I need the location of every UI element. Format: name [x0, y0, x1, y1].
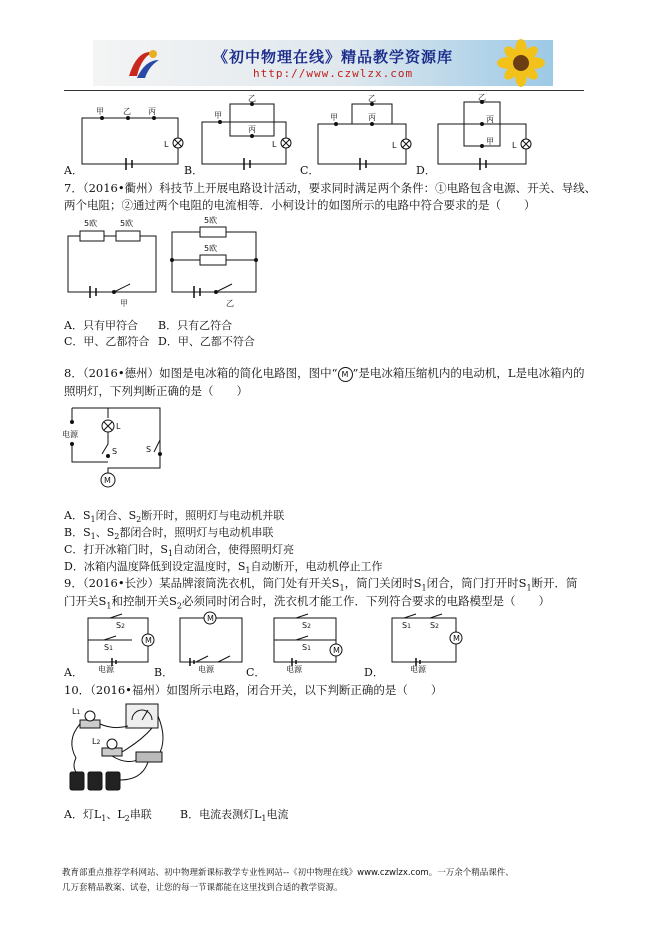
- svg-text:S2: S2: [116, 621, 125, 630]
- q9-option-c[interactable]: C．: [246, 666, 266, 679]
- svg-text:乙: 乙: [248, 94, 256, 103]
- svg-text:L2: L2: [92, 737, 101, 746]
- q7-text-line2: 两个电阻；②通过两个电阻的电流相等．小柯设计的如图所示的电路中符合要求的是（ ）: [64, 198, 536, 212]
- q6-option-a[interactable]: A．: [64, 164, 83, 177]
- q10-text-line1: 10．（2016•福州）如图所示电路，闭合开关，以下判断正确的是（ ）: [64, 683, 443, 697]
- q9-text-line2: 门开关$S_1$和控制开关$S_2$必须同时闭合时，洗衣机才能工作．下列符合要求的电路模型是（ ）: [64, 594, 550, 611]
- svg-text:L: L: [272, 140, 277, 149]
- q9-diagrams: [60, 610, 480, 672]
- svg-text:甲: 甲: [330, 113, 338, 122]
- svg-text:L: L: [512, 141, 517, 150]
- svg-text:甲: 甲: [120, 299, 128, 308]
- svg-text:S1: S1: [302, 643, 311, 652]
- q7-diagram-jia: [68, 231, 156, 298]
- header-banner: [93, 40, 553, 86]
- q10-option-b[interactable]: B．电流表测灯$L_1$电流: [180, 808, 289, 824]
- svg-text:M: M: [453, 634, 460, 643]
- svg-text:5欧: 5欧: [120, 219, 134, 228]
- footer-line2: 几万套精品教案、试卷，让您的每一节课都能在这里找到合适的教学资源。: [62, 883, 343, 893]
- svg-text:M: M: [104, 476, 111, 485]
- svg-text:甲: 甲: [486, 137, 494, 146]
- svg-text:L: L: [392, 141, 397, 150]
- q7-diagrams: [60, 214, 280, 310]
- q6-diagram-d: [438, 101, 531, 171]
- svg-text:电源: 电源: [410, 665, 426, 674]
- svg-text:乙: 乙: [478, 93, 486, 102]
- svg-text:5欧: 5欧: [84, 219, 98, 228]
- motor-symbol-icon: M: [338, 367, 353, 382]
- ammeter-icon: [126, 704, 158, 728]
- q9-diagram-c: [274, 614, 342, 666]
- svg-text:丙: 丙: [368, 113, 376, 122]
- q7-option-d[interactable]: D．甲、乙都不符合: [158, 335, 255, 348]
- q7-option-c[interactable]: C．甲、乙都符合: [64, 335, 150, 348]
- q8-option-c[interactable]: C．打开冰箱门时，$S_1$自动闭合，使得照明灯亮: [64, 543, 295, 559]
- q8-option-d[interactable]: D．冰箱内温度降低到设定温度时，$S_1$自动断开，电动机停止工作: [64, 560, 383, 576]
- q6-option-c[interactable]: C．: [300, 164, 320, 177]
- svg-text:S: S: [112, 447, 118, 456]
- svg-text:丙: 丙: [486, 115, 494, 124]
- svg-text:丙: 丙: [148, 107, 156, 116]
- logo-icon: [123, 46, 163, 82]
- q6-option-b[interactable]: B．: [184, 164, 204, 177]
- svg-text:电源: 电源: [286, 665, 302, 674]
- svg-text:M: M: [333, 646, 340, 655]
- q8-diagram: [60, 400, 170, 494]
- q7-option-a[interactable]: A．只有甲符合: [64, 319, 138, 332]
- svg-text:甲: 甲: [96, 107, 104, 116]
- svg-text:乙: 乙: [368, 94, 376, 103]
- svg-text:丙: 丙: [248, 125, 256, 134]
- q7-diagram-yi: [171, 227, 258, 298]
- svg-text:S2: S2: [302, 621, 311, 630]
- q8-option-a[interactable]: A．$S_1$闭合、$S_2$断开时，照明灯与电动机并联: [64, 509, 285, 525]
- q9-option-b[interactable]: B．: [154, 666, 174, 679]
- header-rule: [64, 90, 584, 91]
- q8-text-line2: 照明灯，下列判断正确的是（ ）: [64, 384, 248, 398]
- svg-text:乙: 乙: [123, 107, 131, 116]
- q8-text-line1: 8．（2016•德州）如图是电冰箱的简化电路图，图中“ M ”是电冰箱压缩机内的电动机，L是电冰箱内的: [64, 366, 585, 380]
- banner-title: 《初中物理在线》精品教学资源库: [213, 48, 454, 66]
- svg-text:电源: 电源: [62, 430, 78, 439]
- svg-text:L1: L1: [72, 707, 81, 716]
- svg-text:M: M: [145, 636, 152, 645]
- svg-text:5欧: 5欧: [204, 216, 218, 225]
- q6-option-d[interactable]: D．: [416, 164, 436, 177]
- svg-text:S2: S2: [430, 621, 439, 630]
- svg-text:电源: 电源: [198, 665, 214, 674]
- svg-text:电源: 电源: [98, 665, 114, 674]
- q7-text-line1: 7．（2016•衢州）科技节上开展电路设计活动，要求同时满足两个条件：①电路包含电源、开关、导线、: [64, 181, 597, 195]
- svg-text:S1: S1: [104, 643, 113, 652]
- footer-line1: 教育部重点推荐学科网站、初中物理新课标教学专业性网站--《初中物理在线》www.czwlzx.com。一万余个精品课件、: [62, 868, 514, 878]
- banner-url: http://www.czwlzx.com: [253, 67, 414, 80]
- svg-text:S: S: [146, 445, 152, 454]
- q9-option-d[interactable]: D．: [364, 666, 384, 679]
- svg-text:乙: 乙: [226, 299, 234, 308]
- svg-text:甲: 甲: [214, 111, 222, 120]
- q7-option-b[interactable]: B．只有乙符合: [158, 319, 233, 332]
- q9-option-a[interactable]: A．: [64, 666, 83, 679]
- q9-text-line1: 9．（2016•长沙）某品牌滚筒洗衣机，筒门处有开关$S_1$，筒门关闭时$S_1$闭合，筒门打开时$S_1$断开．筒: [64, 576, 578, 593]
- svg-text:L: L: [164, 140, 169, 149]
- svg-text:L: L: [116, 422, 121, 431]
- q10-option-a[interactable]: A．灯$L_1$、$L_2$串联: [64, 808, 152, 824]
- sunflower-icon: [483, 40, 553, 86]
- svg-text:5欧: 5欧: [204, 244, 218, 253]
- svg-text:S1: S1: [402, 621, 411, 630]
- q10-diagram: [62, 700, 172, 796]
- q6-diagrams: [60, 93, 600, 178]
- svg-text:M: M: [207, 614, 214, 623]
- q8-option-b[interactable]: B．$S_1$、$S_2$都闭合时，照明灯与电动机串联: [64, 526, 274, 542]
